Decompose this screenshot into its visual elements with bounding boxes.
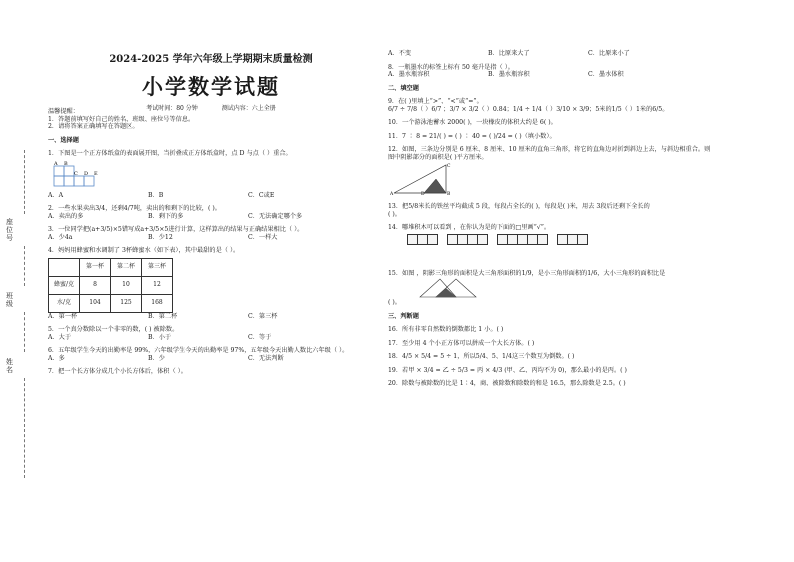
table-cell: 第一杯 — [80, 258, 111, 276]
margin-dash-line — [24, 246, 25, 286]
shaded-region — [424, 179, 446, 193]
net-label-e: E — [94, 170, 98, 177]
table-cell: 蜂蜜/克 — [49, 276, 80, 294]
question-12: 12．如图，三条边分别是 6 厘米、8 厘米、10 厘米的直角三角形，将它的直角边对折到斜边上去，与斜边相重合。则 — [388, 146, 711, 153]
question-20: 20．除数与被除数的比是 1∶4，商、被除数和除数的和是 16.5，那么除数是 2.5。( ) — [388, 380, 626, 387]
question-3: 3．一位同学把(a+3/5)×5错写成a+3/5×5进行计算，这样算出的结果与正确结果相比（ ）。 — [48, 226, 304, 233]
left-column — [48, 108, 374, 376]
question-4: 4．妈妈用蜂蜜和水调制了 3杯蜂蜜水（如下表），其中最甜的是（ ）。 — [48, 247, 240, 254]
question-15-cont: ( )。 — [388, 299, 401, 306]
block-group — [498, 234, 548, 264]
cube-net-figure — [52, 160, 374, 190]
cube-block — [477, 234, 488, 245]
exam-title: 2024-2025 学年六年级上学期期末质量检测 — [109, 54, 313, 65]
option[interactable]: B．比原来大了 — [488, 50, 530, 57]
vertex-label-c: C — [447, 164, 451, 169]
option[interactable]: B．第二杯 — [148, 312, 178, 320]
section-choice: 一、选择题 — [48, 136, 79, 144]
notice-title: 温馨提醒： — [48, 108, 79, 115]
option[interactable]: B．墨水瓶容积 — [488, 71, 530, 78]
option[interactable]: C．一样大 — [248, 233, 278, 241]
question-10: 10．一个游泳池蓄水 2000( )，一块橡皮的体积大约是 6( )。 — [388, 119, 557, 126]
option[interactable]: A．不变 — [388, 50, 412, 57]
question-16: 16．所有非零自然数的倒数都比 1 小。( ) — [388, 326, 504, 333]
net-face — [54, 176, 64, 186]
vertex-label-a: A — [390, 192, 394, 197]
options-q7 — [388, 50, 788, 58]
option[interactable]: C．墨水体积 — [588, 71, 624, 78]
block-group — [558, 234, 588, 264]
option[interactable]: B．B — [148, 191, 164, 199]
main-title: 小学数学试题 — [142, 74, 280, 99]
overlap-triangles-svg — [418, 277, 478, 299]
options-q2 — [48, 213, 374, 221]
exam-header — [48, 50, 374, 112]
options-q1 — [48, 192, 374, 200]
table-cell: 104 — [80, 294, 111, 312]
table-row — [49, 294, 173, 312]
class-label: 班级 — [6, 292, 13, 308]
exam-time: 考试时间：80 分钟 — [146, 105, 198, 112]
notice-line: 2．请将答案正确填写在答题区。 — [48, 123, 139, 130]
question-1: 1．下图是一个正方体纸盒的表面展开图，当折叠成正方体纸盒时，点 D 与点（ ）重合。 — [48, 150, 292, 157]
question-17: 17．至少用 4 个小正方体可以拼成一个大长方体。( ) — [388, 339, 535, 347]
options-q3 — [48, 234, 374, 242]
table-cell: 12 — [142, 276, 173, 294]
net-label-d: D — [84, 170, 89, 177]
honey-table — [48, 258, 173, 313]
question-13: 13．把5/8米长的铁丝平均截成 5 段，每段占全长的( )，每段是( )米，用去 3段后还剩下全长的 — [388, 203, 650, 210]
right-column — [388, 50, 788, 388]
vertex-label-b: B — [447, 192, 451, 197]
cube-net-svg — [52, 160, 112, 190]
net-face — [64, 166, 74, 176]
option[interactable]: A．大于 — [48, 333, 72, 341]
options-q6 — [48, 355, 374, 363]
shaded-overlap — [436, 288, 456, 297]
table-cell: 125 — [111, 294, 142, 312]
option[interactable]: A．多 — [48, 354, 65, 362]
question-19: 19．若甲 × 3/4 = 乙 ÷ 5/3 = 丙 × 4/3 (甲、乙、丙均不为 0)，那么最小的是丙。( ) — [388, 366, 627, 374]
table-cell: 10 — [111, 276, 142, 294]
option[interactable]: B．少12 — [148, 233, 173, 241]
question-13-cont: ( )。 — [388, 210, 401, 218]
table-cell: 水/克 — [49, 294, 80, 312]
question-8: 8．一瓶墨水的标签上标有 50 毫升是指（ ）。 — [388, 63, 514, 71]
table-cell — [49, 258, 80, 276]
section-judge: 三、判断题 — [388, 312, 419, 320]
name-label: 姓名 — [6, 358, 13, 374]
options-q4 — [48, 313, 374, 321]
cube-block — [537, 234, 548, 245]
table-cell: 第三杯 — [142, 258, 173, 276]
net-label-b: B — [64, 160, 68, 167]
margin-dash-line — [24, 378, 25, 478]
question-15: 15．如图 ，阴影三角形的面积是大三角形面积的1/9，是小三角形面积的1/6，大小三角形的面积比是 — [388, 269, 666, 277]
question-6: 6．五年级学生今天的出勤率是 99%，六年级学生今天的出勤率是 97%，五年级今天出勤人数比六年级（ ）。 — [48, 347, 349, 354]
block-group — [408, 234, 438, 264]
margin-dash-line — [24, 150, 25, 214]
question-2: 2．一些水果卖出3/4，还剩4/7吨，卖出的和剩下的比较，( )。 — [48, 205, 221, 212]
option[interactable]: A．第一杯 — [48, 312, 78, 320]
question-11: 11．7 ∶ 8 = 21/( ) = ( ) ∶ 40 = ( )/24 = ( )（填小数）。 — [388, 132, 556, 140]
table-row — [49, 276, 173, 294]
option[interactable]: B．小于 — [148, 333, 172, 341]
exam-content: 测试内容：六上全册 — [221, 105, 276, 112]
question-9: 9．在( )里填上“>”、“<”或“=”。 — [388, 98, 483, 105]
option[interactable]: A．墨水瓶容积 — [388, 71, 430, 78]
block-group — [448, 234, 488, 264]
option[interactable]: B．剩下的多 — [148, 212, 184, 220]
question-9-items: 6/7 ÷ 7/8（ ）6/7 ；3/7 × 3/2（ ）0.84；1/4 ÷ 1/4（ ）3/10 × 3/9；5米的1/5（ ）1米的6/5。 — [388, 105, 669, 113]
option[interactable]: C．第三杯 — [248, 312, 278, 320]
blocks-figure — [408, 234, 788, 264]
notice-line: 1．答题前填写好自己的姓名、班级、座位号等信息。 — [48, 115, 195, 123]
net-face — [84, 176, 94, 186]
net-face — [54, 166, 64, 176]
vertex-label-d: D — [421, 192, 425, 197]
option[interactable]: C．无法确定哪个多 — [248, 212, 303, 220]
option[interactable]: C．比原来小了 — [588, 50, 630, 57]
net-face — [64, 176, 74, 186]
triangles-figure — [418, 277, 788, 299]
option[interactable]: C．无法判断 — [248, 354, 284, 362]
cube-block — [577, 234, 588, 245]
section-fill: 二、填空题 — [388, 84, 419, 92]
option[interactable]: C．C或E — [248, 191, 275, 199]
seat-label: 座位号 — [6, 218, 13, 242]
question-5: 5．一个真分数除以一个非零的数，( ) 被除数。 — [48, 326, 179, 333]
net-label-c: C — [74, 170, 78, 177]
option[interactable]: A．少4a — [48, 233, 73, 241]
margin-dash-line — [24, 312, 25, 352]
net-label-a: A — [54, 160, 58, 167]
options-q8 — [388, 71, 788, 79]
option[interactable]: A．A — [48, 191, 64, 199]
question-7: 7．把一个长方体分成几个小长方体后，体积（ ）。 — [48, 368, 187, 375]
options-q5 — [48, 334, 374, 342]
option[interactable]: B．少 — [148, 354, 165, 362]
cube-block — [427, 234, 438, 245]
question-18: 18．4/5 × 5/4 = 5 ÷ 1，所以5/4、5、1/4这三个数互为倒数。( ) — [388, 353, 575, 360]
triangle-figure — [390, 161, 788, 197]
triangle-svg — [390, 161, 450, 197]
question-12-cont: 图中阴影部分的面积是( )平方厘米。 — [388, 153, 488, 161]
option[interactable]: C．等于 — [248, 333, 272, 341]
question-14: 14．哪堆积木可以看到 ，在你认为是的下面的□里画“√”。 — [388, 224, 551, 231]
option[interactable]: A．卖出的多 — [48, 212, 84, 220]
net-face — [74, 176, 84, 186]
binding-margin — [0, 0, 44, 562]
table-cell: 168 — [142, 294, 173, 312]
table-cell: 8 — [80, 276, 111, 294]
table-cell: 第二杯 — [111, 258, 142, 276]
table-row — [49, 258, 173, 276]
